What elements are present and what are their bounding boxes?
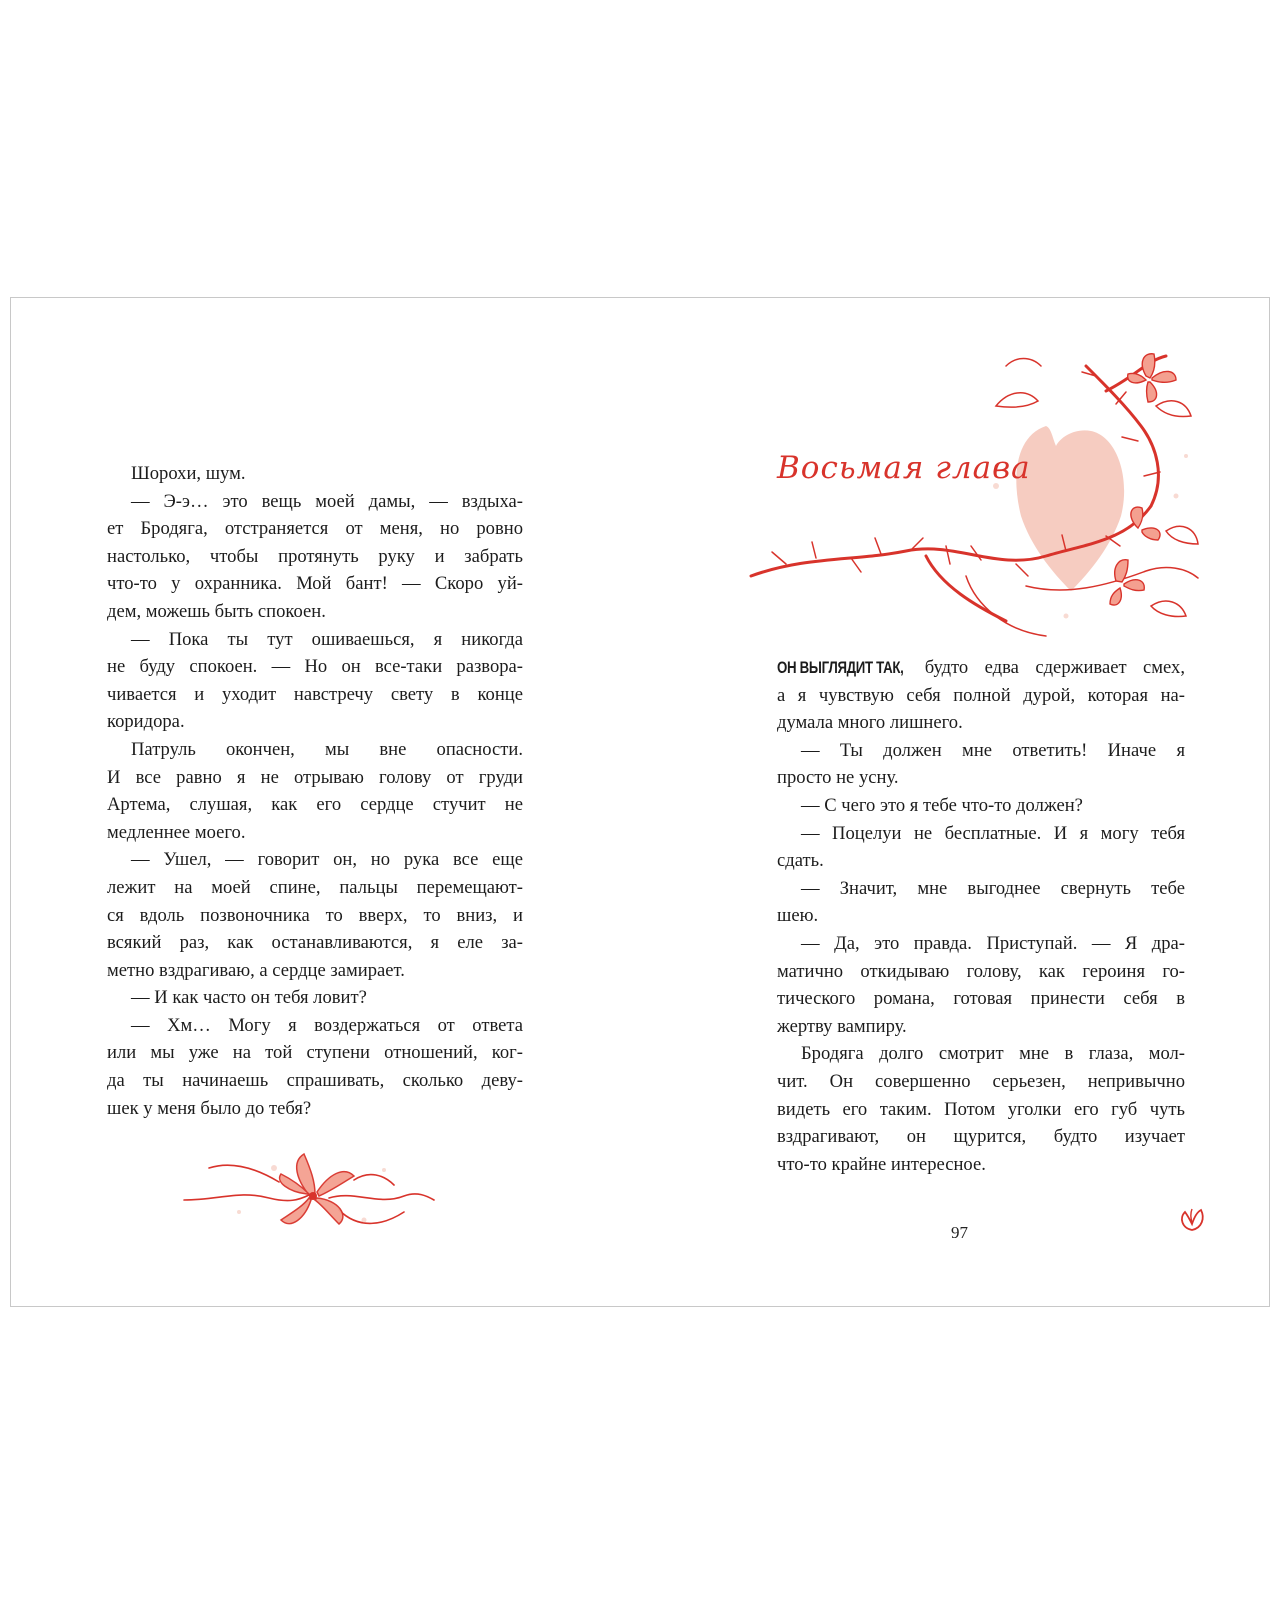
text-line: шею. xyxy=(777,905,819,927)
text-line xyxy=(777,654,1185,682)
text-line: тического романа, готовая принести себя в xyxy=(777,988,1185,1010)
text-line: матично откидываю голову, как героиня го- xyxy=(777,960,1185,982)
text-line: Шорохи, шум. xyxy=(131,463,246,484)
flower-ornament-icon xyxy=(179,1140,439,1240)
chapter-title: Восьмая глава xyxy=(777,450,1031,486)
text-line: Артема, слушая, как его сердце стучит не xyxy=(107,794,523,816)
first-line-rest: будто едва сдерживает смех, xyxy=(924,657,1185,678)
text-line: дем, можешь быть спокоен. xyxy=(107,600,326,622)
left-page-text xyxy=(107,460,523,1122)
right-page xyxy=(641,298,1271,1306)
chapter-lead-in: ОН ВЫГЛЯДИТ ТАК, xyxy=(777,658,904,677)
left-page xyxy=(11,298,641,1306)
text-line: видеть его таким. Потом уголки его губ чуть xyxy=(777,1098,1185,1120)
text-line: ет Бродяга, отстраняется от меня, но ровно xyxy=(107,518,523,540)
text-line: медленнее моего. xyxy=(107,821,246,843)
text-line: — Хм… Могу я воздержаться от ответа xyxy=(131,1014,523,1036)
text-line: чивается и уходит навстречу свету в конце xyxy=(107,683,523,705)
text-line: ся вдоль позвоночника то вверх, то вниз, и xyxy=(107,904,523,926)
text-line: лежит на моей спине, пальцы перемещают- xyxy=(107,876,523,898)
text-line: настолько, чтобы протянуть руку и забрать xyxy=(107,545,523,567)
text-line: просто не усну. xyxy=(777,767,899,789)
text-line: жертву вампиру. xyxy=(777,1015,907,1037)
text-line: И все равно я не отрываю голову от груди xyxy=(107,766,523,788)
text-line: — С чего это я тебе что-то должен? xyxy=(801,794,1083,816)
text-line: что-то крайне интересное. xyxy=(777,1153,986,1175)
text-line: — Поцелуи не бесплатные. И я могу тебя xyxy=(801,822,1185,844)
text-line: что-то у охранника. Мой бант! — Скоро уй- xyxy=(107,573,523,595)
text-line: коридора. xyxy=(107,711,185,733)
thorny-vine-ornament-icon xyxy=(746,346,1206,646)
text-line: — Ушел, — говорит он, но рука все еще xyxy=(131,849,523,871)
text-line: — И как часто он тебя ловит? xyxy=(131,987,367,1009)
text-line: — Пока ты тут ошиваешься, я никогда xyxy=(131,628,523,650)
right-page-text xyxy=(777,654,1185,1178)
text-line: да ты начинаешь спрашивать, сколько деву- xyxy=(107,1070,523,1092)
text-line: шек у меня было до тебя? xyxy=(107,1097,312,1119)
text-line: Патруль окончен, мы вне опасности. xyxy=(131,738,523,760)
text-line: — Э-э… это вещь моей дамы, — вздыха- xyxy=(131,490,523,512)
text-line: — Значит, мне выгоднее свернуть тебе xyxy=(801,877,1185,899)
text-line: Бродяга долго смотрит мне в глаза, мол- xyxy=(801,1043,1185,1065)
book-spread xyxy=(10,297,1270,1307)
text-line: — Да, это правда. Приступай. — Я дра- xyxy=(801,932,1185,954)
text-line: всякий раз, как останавливаются, я еле за- xyxy=(107,932,523,954)
text-line: чит. Он совершенно серьезен, непривычно xyxy=(777,1070,1185,1092)
text-line: — Ты должен мне ответить! Иначе я xyxy=(801,739,1185,761)
text-line: не буду спокоен. — Но он все-таки развора- xyxy=(107,656,523,678)
text-line: сдать. xyxy=(777,850,824,872)
text-line: думала много лишнего. xyxy=(777,712,963,734)
text-line: или мы уже на той ступени отношений, ког- xyxy=(107,1042,523,1064)
text-line: вздрагивают, он щурится, будто изучает xyxy=(777,1126,1185,1148)
text-line: метно вздрагиваю, а сердце замирает. xyxy=(107,959,405,981)
text-line: а я чувствую себя полной дурой, которая на- xyxy=(777,684,1185,706)
page-number: 97 xyxy=(951,1223,968,1242)
flower-bud-icon xyxy=(1177,1206,1207,1234)
